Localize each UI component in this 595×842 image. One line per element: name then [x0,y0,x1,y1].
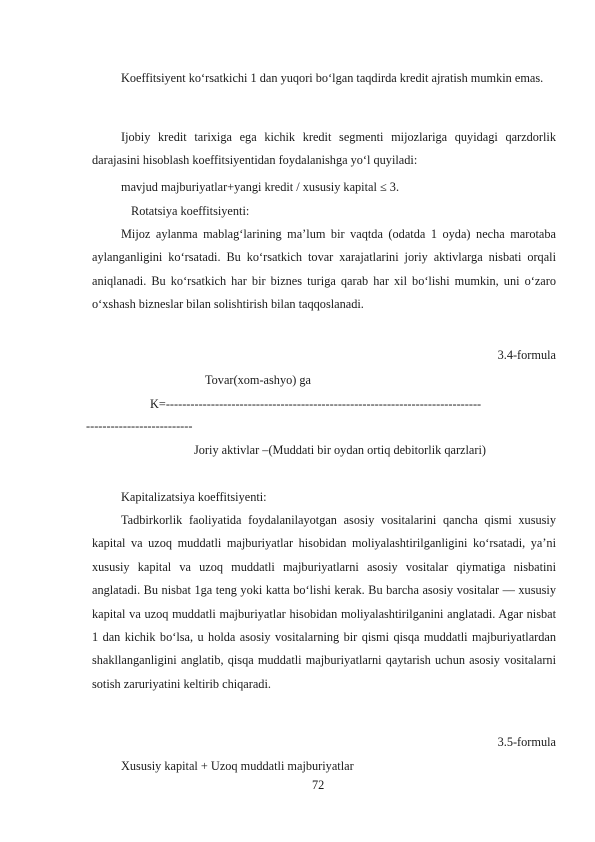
paragraph-rotation-description: Mijoz aylanma mablagʻlarining maʼlum bir vaqtda (odatda 1 oyda) necha marotaba aylanganligini koʻrsatadi. Bu koʻrsatkich tovar xarajatlarini joriy aktivlarga nisbati orqali aniqlanadi. Bu koʻrsatkich har bir biznes turiga qarab har xil boʻlishi mumkin, uni oʻzaro oʻxshash bizneslar bilan solishtirish bilan taqqoslanadi. [92,227,556,312]
formula-label-3-5: 3.5-formula [497,735,556,749]
page-number: 72 [312,778,325,792]
formula-numerator-2: Xususiy kapital + Uzoq muddatli majburiyatlar [121,759,354,773]
paragraph-credit-limit: Koeffitsiyent koʻrsatkichi 1 dan yuqori boʻlgan taqdirda kredit ajratish mumkin emas. [121,71,544,85]
formula-prefix: K= [150,397,166,411]
formula-fraction-line [150,396,556,412]
inequality-line: mavjud majburiyatlar+yangi kredit / xususiy kapital ≤ 3. [121,180,400,194]
heading-capitalization-coefficient: Kapitalizatsiya koeffitsiyenti: [121,490,267,504]
formula-dashes: ----------------------------------------------------------------------------- [165,397,482,411]
heading-rotation-coefficient: Rotatsiya koeffitsiyenti: [131,204,250,218]
formula-fraction-line-continued: -------------------------- [86,419,193,433]
formula-denominator: Joriy aktivlar –(Muddati bir oydan ortiq debitorlik qarzlari) [194,443,486,457]
formula-label-3-4: 3.4-formula [497,348,556,362]
paragraph-capitalization-description: Tadbirkorlik faoliyatida foydalanilayotgan asosiy vositalarini qancha qismi xususiy kapital va uzoq muddatli majburiyatlar hisobidan moliyalashtirilganligini koʻrsatadi, yaʼni xususiy kapital va uzoq muddatli majburiyatlarni asosiy vositalar qiymatiga nisbatini anglatadi. Bu nisbat 1ga teng yoki katta boʻlishi kerak. Bu barcha asosiy vositalar — xususiy kapital va uzoq muddatli majburiyatlar hisobidan moliyalashtirilganini anglatadi. Agar nisbat 1 dan kichik boʻlsa, u holda asosiy vositalarning bir qismi qisqa muddatli majburiyatlardan shakllanganligini anglatib, qisqa muddatli majburiyatlarni qaytarish uchun asosiy vositalarni sotish zaruriyatini keltirib chiqaradi. [92,513,556,691]
formula-numerator: Tovar(xom-ashyo) ga [205,373,312,387]
paragraph-credit-history: Ijobiy kredit tarixiga ega kichik kredit segmenti mijozlariga quyidagi qarzdorlik darajasini hisoblash koeffitsiyentidan foydalanishga yoʻl quyiladi: [92,130,556,168]
